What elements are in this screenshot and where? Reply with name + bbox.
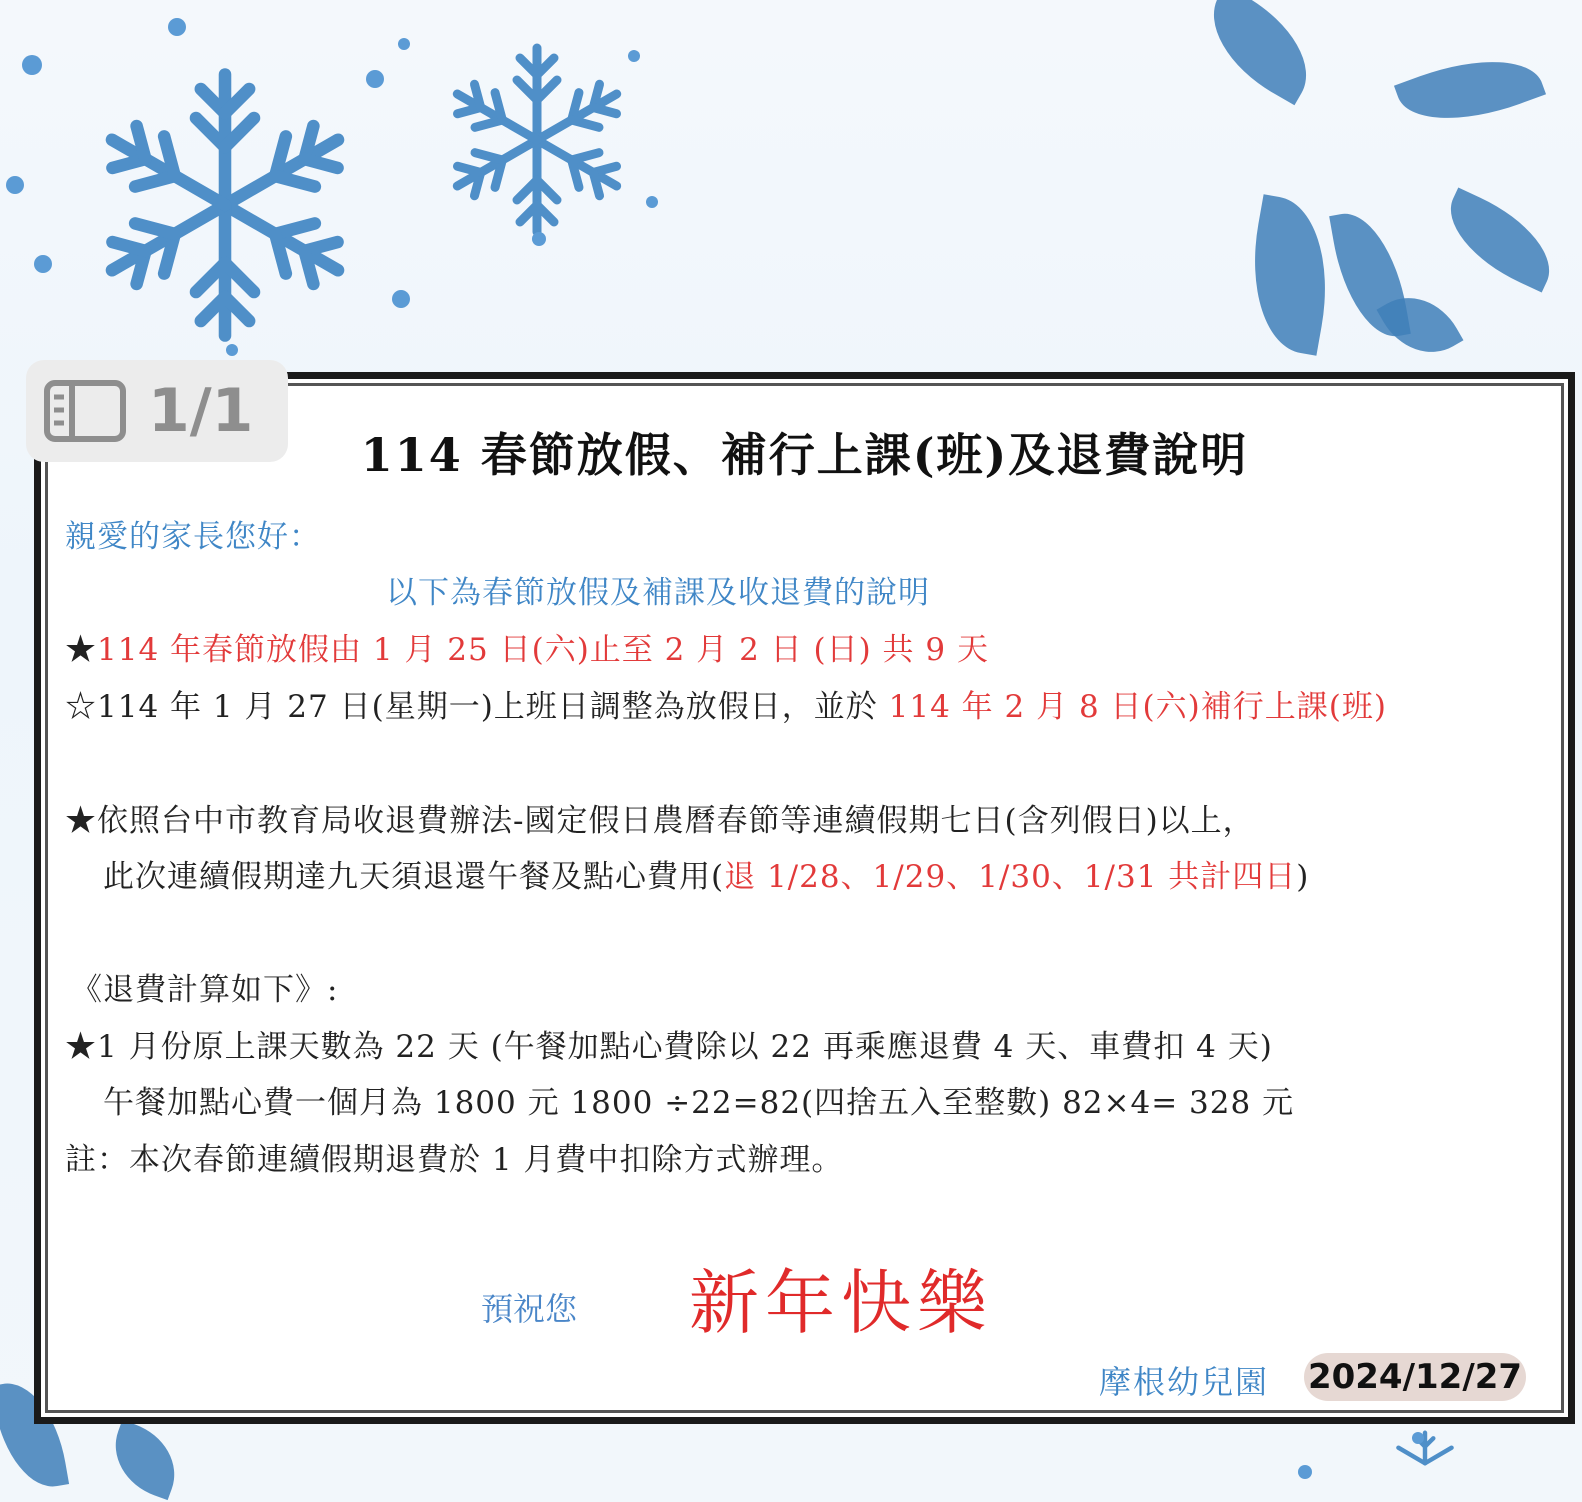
snow-dot <box>532 232 546 246</box>
snow-dot <box>646 196 658 208</box>
refund-days-line <box>103 851 1309 896</box>
snow-dot <box>34 255 52 273</box>
makeup-day-date: 114 年 2 月 8 日(六)補行上課(班) <box>888 689 1387 725</box>
greeting: 親愛的家長您好： <box>65 519 321 555</box>
snow-dot <box>168 18 186 36</box>
note-line: 註：本次春節連續假期退費於 1 月費中扣除方式辦理。 <box>65 1142 844 1178</box>
snowflake-small-icon <box>1360 1430 1490 1502</box>
hollow-star-mark: ☆ <box>65 689 97 725</box>
snow-dot <box>628 50 640 62</box>
date-badge: 2024/12/27 <box>1304 1353 1526 1401</box>
star-mark: ★ <box>65 803 97 839</box>
page-counter: 1/1 <box>148 376 254 446</box>
makeup-day-text: 114 年 1 月 27 日(星期一)上班日調整為放假日，並於 <box>97 689 889 725</box>
snowflake-large-icon <box>70 60 380 350</box>
leaf-decoration <box>1394 38 1546 142</box>
leaf-decoration <box>1191 0 1330 105</box>
refund-days-close: ) <box>1296 859 1310 895</box>
star-mark: ★ <box>65 632 97 668</box>
intro-text: 以下為春節放假及補課及收退費的說明 <box>386 575 930 611</box>
school-name: 摩根幼兒園 <box>1099 1363 1270 1401</box>
refund-days-text: 此次連續假期達九天須退還午餐及點心費用( <box>103 859 725 895</box>
page-indicator[interactable] <box>26 360 288 462</box>
school-days-line <box>65 1021 1273 1066</box>
happy-new-year: 新年快樂 <box>689 1262 993 1344</box>
snow-dot <box>366 70 384 88</box>
refund-rule-text: 依照台中市教育局收退費辦法-國定假日農曆春節等連續假期七日(含列假日)以上， <box>97 803 1255 839</box>
snow-dot <box>392 290 410 308</box>
sidebar-panel-icon <box>44 380 126 442</box>
makeup-day-line <box>65 681 1387 726</box>
calculation-heading: 《退費計算如下》: <box>71 972 339 1008</box>
notice-title: 114 春節放假、補行上課(班)及退費說明 <box>360 428 1249 482</box>
holiday-period-text: 114 年春節放假由 1 月 25 日(六)止至 2 月 2 日 (日) 共 9 天 <box>97 632 989 668</box>
wish-text: 預祝您 <box>481 1290 578 1328</box>
refund-rule-line <box>65 795 1255 840</box>
snow-dot <box>1298 1465 1312 1479</box>
snow-dot <box>6 176 24 194</box>
notice-document <box>34 372 1575 1424</box>
snow-dot <box>226 344 238 356</box>
snow-dot <box>22 55 42 75</box>
snow-dot <box>1412 1432 1424 1444</box>
leaf-decoration <box>102 1420 188 1500</box>
leaf-decoration <box>1433 187 1567 292</box>
star-mark: ★ <box>65 1029 97 1065</box>
school-days-text: 1 月份原上課天數為 22 天 (午餐加點心費除以 22 再乘應退費 4 天、車費扣 4 天) <box>97 1029 1273 1065</box>
leaf-decoration <box>1238 194 1343 356</box>
snow-dot <box>398 38 410 50</box>
refund-days-dates: 退 1/28、1/29、1/30、1/31 共計四日 <box>724 859 1297 895</box>
holiday-period-line <box>65 624 989 669</box>
fee-calculation-line: 午餐加點心費一個月為 1800 元 1800 ÷22=82(四捨五入至整數) 82×4= 328 元 <box>103 1085 1295 1121</box>
snowflake-medium-icon <box>432 40 642 240</box>
